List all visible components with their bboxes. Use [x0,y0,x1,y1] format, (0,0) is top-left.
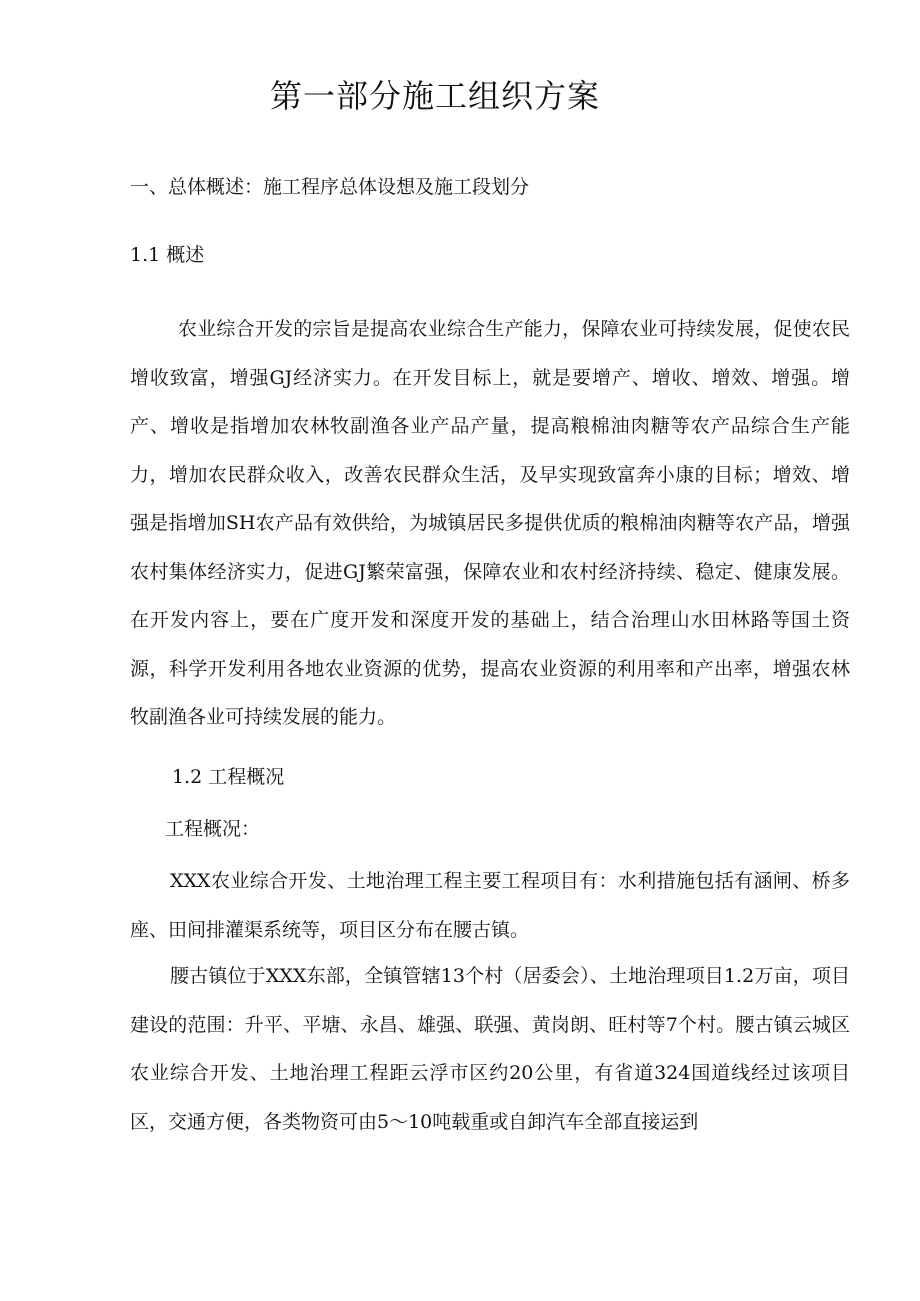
paragraph-project-items: XXX农业综合开发、土地治理工程主要工程项目有：水利措施包括有涵闸、桥多座、田间排灌渠系统等，项目区分布在腰古镇。 [130,870,850,941]
label-project-overview: 工程概况： [165,818,261,840]
document-title: 第一部分施工组织方案 [269,77,600,115]
paragraph-purpose: 农业综合开发的宗旨是提高农业综合生产能力，保障农业可持续发展，促使农民增收致富，增强GJ经济实力。在开发目标上，就是要增产、增收、增效、增强。增产、增收是指增加农林牧副渔各业产品产量，提高粮棉油肉糖等农产品综合生产能力，增加农民群众收入，改善农民群众生活，及早实现致富奔小康的目标；增效、增强是指增加SH农产品有效供给，为城镇居民多提供优质的粮棉油肉糖等农产品，增强农村集体经济实力，促进GJ繁荣富强，保障农业和农村经济持续、稳定、健康发展。在开发内容上，要在广度开发和深度开发的基础上，结合治理山水田林路等国土资源，科学开发利用各地农业资源的优势，提高农业资源的利用率和产出率，增强农林牧副渔各业可持续发展的能力。 [130,318,850,728]
section-heading-overview: 一、总体概述：施工程序总体设想及施工段划分 [130,176,530,198]
subsection-heading-1-2: 1.2 工程概况 [172,766,285,788]
paragraph-location: 腰古镇位于XXX东部，全镇管辖13个村（居委会）、土地治理项目1.2万亩，项目建设的范围：升平、平塘、永昌、雄强、联强、黄岗朗、旺村等7个村。腰古镇云城区农业综合开发、土地治理工程距云浮市区约20公里，有省道324国道线经过该项目区，交通方便，各类物资可由5～10吨载重或自卸汽车全部直接运到 [130,965,850,1133]
subsection-heading-1-1: 1.1 概述 [130,244,205,266]
